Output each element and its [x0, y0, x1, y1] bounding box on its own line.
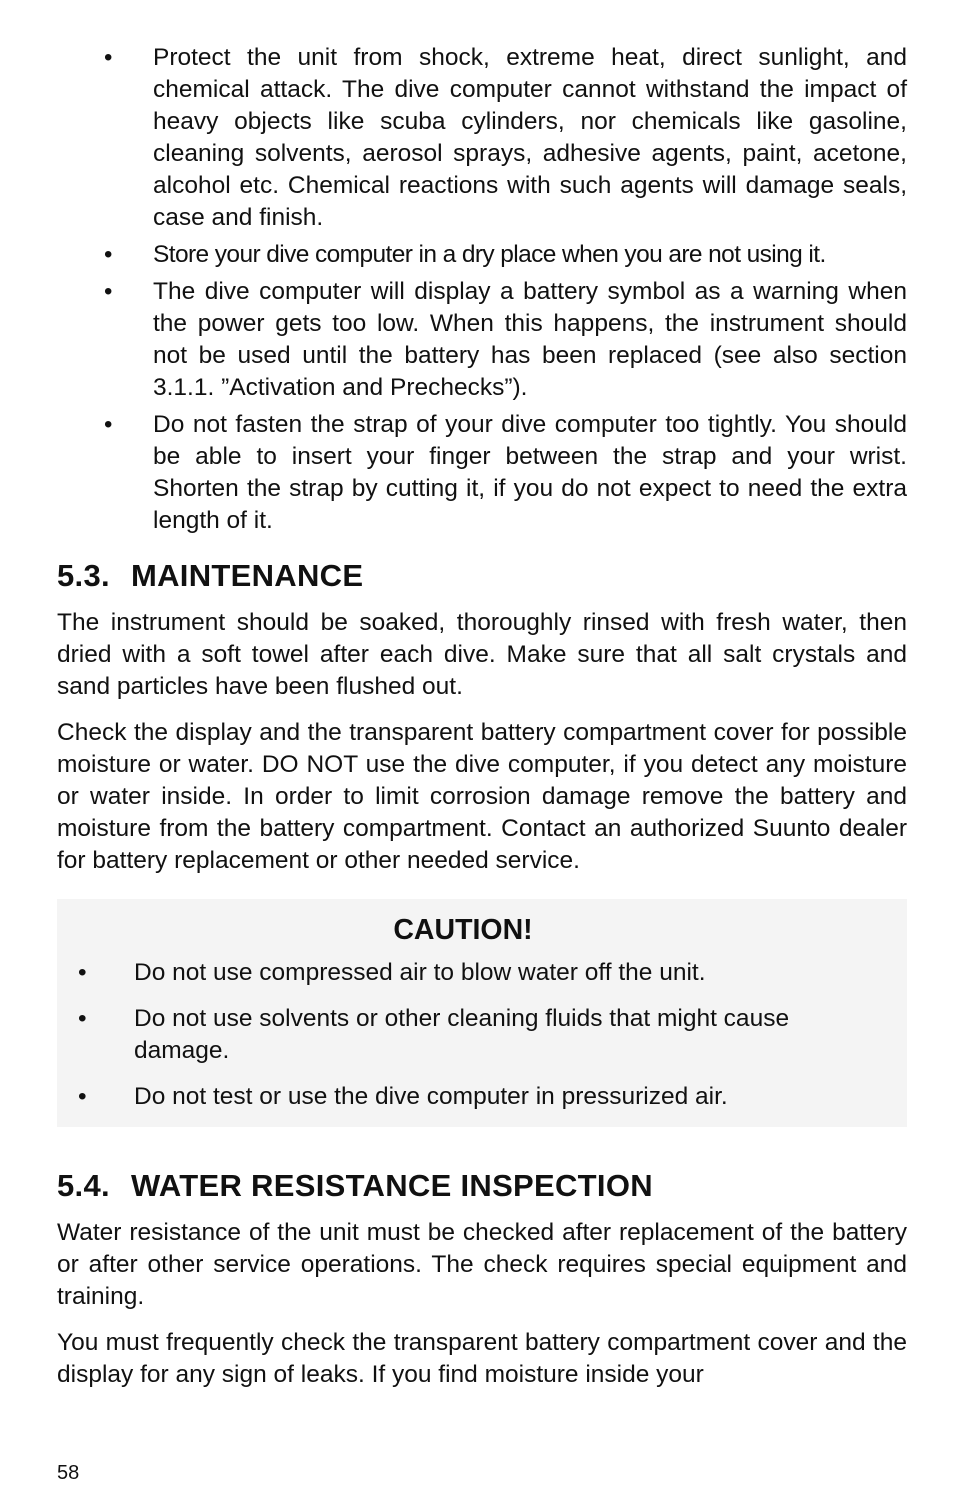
bullet-icon: •: [104, 278, 113, 305]
list-item: [57, 409, 907, 537]
list-item: [57, 276, 907, 404]
section-title: MAINTENANCE: [131, 558, 364, 593]
list-item-text: Protect the unit from shock, extreme heat, direct sunlight, and chemical attack. The dive computer cannot withstand the impact of heavy objects like scuba cylinders, nor chemicals like gasoline, cleaning solvents, aerosol sprays, adhesive agents, paint, acetone, alcohol etc. Chemical reactions with such agents will damage seals, case and finish.: [153, 44, 907, 231]
list-item-text: Store your dive computer in a dry place when you are not using it.: [153, 241, 826, 268]
list-item-text: Do not use compressed air to blow water off the unit.: [134, 959, 706, 986]
section-number: 5.3.: [57, 558, 110, 593]
bullet-icon: •: [104, 44, 113, 71]
water-resistance-heading: [57, 1167, 907, 1205]
bullet-icon: •: [104, 241, 112, 268]
list-item-text: Do not fasten the strap of your dive computer too tightly. You should be able to insert your finger between the strap and your wrist. Shorten the strap by cutting it, if you do not expect to need the extra length of it.: [153, 411, 907, 534]
section-title: WATER RESISTANCE INSPECTION: [131, 1168, 653, 1203]
list-item: [57, 957, 869, 989]
maintenance-heading: [57, 557, 907, 595]
section-number: 5.4.: [57, 1168, 110, 1203]
caution-box: [57, 899, 907, 1127]
list-item: [57, 1003, 869, 1067]
list-item: [57, 239, 907, 271]
bullet-icon: •: [78, 1005, 87, 1032]
paragraph: You must frequently check the transparent battery compartment cover and the display for any sign of leaks. If you find moisture inside your: [57, 1329, 907, 1388]
list-item-text: The dive computer will display a battery symbol as a warning when the power gets too low. When this happens, the instrument should not be used until the battery has been replaced (see also section 3.1.1. ”Activation and Prechecks”).: [153, 278, 907, 401]
list-item-text: Do not use solvents or other cleaning fluids that might cause damage.: [134, 1005, 790, 1064]
list-item-text: Do not test or use the dive computer in pressurized air.: [134, 1083, 728, 1110]
list-item: [57, 42, 907, 234]
bullet-icon: •: [78, 1083, 87, 1110]
paragraph: Check the display and the transparent battery compartment cover for possible moisture or water. DO NOT use the dive computer, if you detect any moisture or water inside. In order to limit corrosion damage remove the battery and moisture from the battery compartment. Contact an authorized Suunto dealer for battery replacement or other needed service.: [57, 719, 907, 874]
caution-list: [57, 957, 869, 1113]
caution-title: CAUTION!: [393, 914, 533, 946]
paragraph: Water resistance of the unit must be checked after replacement of the battery or after other service operations. The check requires special equipment and training.: [57, 1219, 907, 1310]
page-number: 58: [57, 1462, 80, 1484]
list-item: [57, 1081, 869, 1113]
paragraph: The instrument should be soaked, thoroughly rinsed with fresh water, then dried with a soft towel after each dive. Make sure that all salt crystals and sand particles have been flushed out.: [57, 609, 907, 700]
manual-page: [57, 42, 907, 1405]
precautions-list: [57, 42, 907, 537]
bullet-icon: •: [104, 411, 113, 438]
bullet-icon: •: [78, 959, 87, 986]
